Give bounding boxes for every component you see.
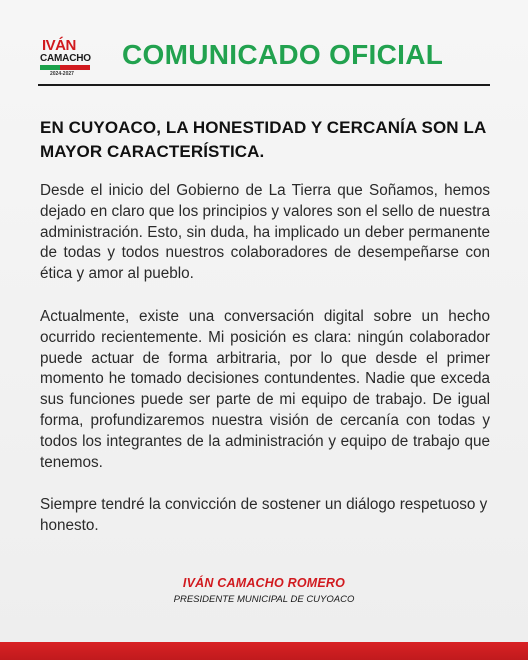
statement-headline: EN CUYOACO, LA HONESTIDAD Y CERCANÍA SON LA MAYOR CARACTERÍSTICA.: [40, 118, 486, 161]
header-divider: [38, 84, 490, 86]
page-title: COMUNICADO OFICIAL: [122, 39, 444, 70]
logo-first-name: IVÁN: [42, 37, 76, 54]
statement-paragraph-2: Actualmente, existe una conversación digital sobre un hecho ocurrido recientemente. Mi posición es clara: ningún colaborador puede actuar de forma arbitraria, por lo que desde el primer momento he tomado decisiones contundentes. Nadie que exceda sus funciones puede ser parte de mi equipo de trabajo. De igual forma, profundizaremos nuestra visión de cercanía con todas y todos los integrantes de la administración y equipo de trabajo que tenemos.: [40, 307, 490, 471]
statement-paragraph-1: Desde el inicio del Gobierno de La Tierra que Soñamos, hemos dejado en claro que los principios y valores son el sello de nuestra administración. Esto, sin duda, ha implicado un deber permanente de todas y todos nuestros colaboradores de desempeñarse con ética y amor al pueblo.: [40, 182, 490, 283]
logo-last-name: CAMACHO: [40, 53, 91, 64]
logo-term-years: 2024-2027: [50, 71, 74, 77]
statement-paragraph-3: Siempre tendré la convicción de sostener un diálogo respetuoso y honesto.: [40, 496, 488, 535]
signatory-role: PRESIDENTE MUNICIPAL DE CUYOACO: [173, 594, 355, 605]
statement-body: [40, 116, 490, 537]
footer-color-bar: [0, 642, 528, 660]
header: [38, 34, 490, 86]
signatory-name: IVÁN CAMACHO ROMERO: [182, 576, 346, 590]
signature-block: [0, 575, 528, 607]
ivan-camacho-logo: [38, 38, 100, 82]
logo-color-stripe: [40, 65, 90, 70]
